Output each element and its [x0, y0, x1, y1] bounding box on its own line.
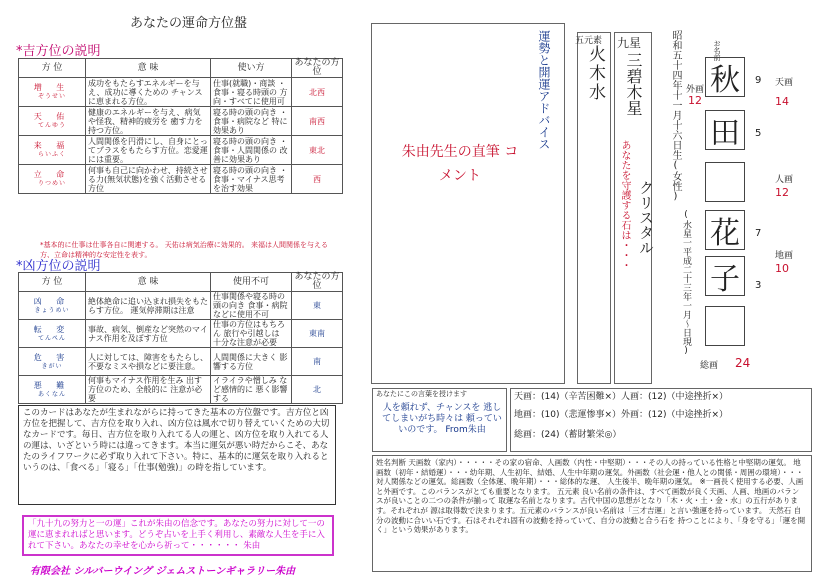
chikaku-label: 地画	[775, 251, 794, 261]
kichi-table	[18, 58, 343, 194]
name-char	[705, 162, 745, 202]
kichi-row	[19, 165, 343, 194]
kyo-name: 転 変 てんぺん	[19, 320, 86, 348]
result-line: 地画：(10)（悲運惨事×）外画：(12)（中途挫折×）	[514, 410, 729, 420]
tenkaku-label: 天画	[775, 78, 794, 88]
kyo-direction: 東	[292, 292, 343, 320]
kyo-meaning: 事故、病気、倒産など突然のマイナス作用を及ぼす方位	[86, 320, 211, 348]
explain-box: このカードはあなたが生まれながらに持ってきた基本の方位盤です。吉方位と凶方位を把握して、吉方位を取り入れ、凶方位は風水で切り替えていくための大切なカードです。毎日、吉方位を取り入れてる人の運と、凶方位を取り入れてる人の運は、いざという時には違ってきます。本当に運気が悪い時だからこそ、あなたのライフワークに必ず取り入れて下さい。特に、基本的に運気を取り入れるというのは、「食べる」「寝る」「仕事(勉強)」の時を指しています。	[18, 405, 336, 505]
kyusei-label: 九星	[617, 36, 642, 50]
kyo-row	[19, 376, 343, 404]
jinkaku-label: 人画	[775, 175, 794, 185]
gogyo-label: 五元素	[575, 36, 603, 46]
kichi-direction: 北西	[292, 78, 343, 107]
kyo-header-dir: 方 位	[19, 273, 86, 292]
stroke-count: 5	[755, 128, 762, 139]
kichi-usage: 寝る時の頭の向き ・食事・マイナス思考 を治す効果	[211, 165, 292, 194]
kyo-header-meaning: 意 味	[86, 273, 211, 292]
kyo-name: 危 害 きがい	[19, 348, 86, 376]
kichi-header-meaning: 意 味	[86, 59, 211, 78]
name-label: お名前	[713, 40, 721, 61]
kyo-meaning: 人に対しては、障害をもたらし、不要なミスや損などに要注意。	[86, 348, 211, 376]
stone-value: クリスタル	[637, 180, 655, 255]
kichi-row	[19, 136, 343, 165]
kichi-usage: 寝る時の頭の向き ・食事・人間関係の 改善に効果あり	[211, 136, 292, 165]
kichi-direction: 東北	[292, 136, 343, 165]
kichi-name: 増 生 ぞうせい	[19, 78, 86, 107]
kichi-direction: 西	[292, 165, 343, 194]
kyo-meaning: 何事もマイナス作用を生み 出す方位のため、全般的に 注意が必要	[86, 376, 211, 404]
explanation-text: 姓名判断 天画数（家内）・・・・・その家の宿命、人画数（内性・中堅期）・・・その人の持っている性格と中堅期の運気。 地画数（初年・結婚運）・・・幼年期、人生初年、結婚、人生中年期の運気。外画数（社会運・他人との関係・周囲の環境）・・・対人関係などの運気。総画数（全体運、晩年期）・・・総体的な運、 人生後半、晩年期の運気。 ※一画長く使用する必要、人画と外画です。このバランスがとても重要となります。 五元素 良い名前の条件は、すべて画数が良く天画、人画、地画のバランスが良いことの二つの条件が揃って 取運な名前となります。古代中国の思想がとなり「木・火・土・金・水」の五行があります。それぞれが 源は取得数で決まります。五元素のバランスが良い名前は「三才吉運」と言い強運を持っています。 天然石 自分の波動に合いい石です。石はそれぞれ固有の波動を持っていて、自分の波動と合う石を 持つことにより、「身を守る」「運を開く」という効果があります。	[376, 458, 806, 535]
kyo-header-yours: あなたの方位	[292, 273, 343, 292]
company-name: 有限会社 シルバーウイング ジェムストーンギャラリー朱由	[30, 566, 296, 577]
kichi-direction: 南西	[292, 107, 343, 136]
kyo-direction: 東南	[292, 320, 343, 348]
kyo-usage: 仕事関係や寝る時の頭の向き 食事・病院などに使用不可	[211, 292, 292, 320]
gogyo-wood: 木	[585, 64, 605, 83]
kichi-section-title: *吉方位の説明	[16, 44, 101, 59]
birth-note: (水星一平成二十三年一月～日現)	[681, 210, 691, 356]
kichi-usage: 寝る時の頭の向き ・食事・病院など 特に効果あり	[211, 107, 292, 136]
kyo-usage: 人間関係に大きく 影響する方位	[211, 348, 292, 376]
gaikaku-label: 外画	[686, 85, 705, 95]
message-label: あなたにこの言葉を授けます	[376, 390, 467, 398]
advice-title: 運勢と開運アドバイス	[537, 30, 551, 150]
name-char: 秋	[705, 57, 745, 97]
stroke-count: 9	[755, 75, 762, 86]
kichi-header-dir: 方 位	[19, 59, 86, 78]
soukaku-label: 総画	[700, 361, 719, 371]
kyo-section-title: *凶方位の説明	[16, 259, 101, 274]
stroke-count: 3	[755, 280, 762, 291]
kichi-meaning: 健康のエネルギーを与え、病気や怪我、精神的疲労を 癒す力を持つ方位。	[86, 107, 211, 136]
kichi-meaning: 人間関係を円滑にし、自身にとってプラスをもたらす方位。恋愛運には重要。	[86, 136, 211, 165]
soukaku-value: 24	[735, 356, 751, 370]
kichi-name: 来 福 らいふく	[19, 136, 86, 165]
name-char	[705, 306, 745, 346]
kichi-note: *基本的に仕事は仕事各自に関連する。 天佑は病気治療に効果的。 来福は人間関係を与える方、立命は精神的な安定性を表す。	[40, 241, 328, 259]
kyo-row	[19, 292, 343, 320]
kichi-name: 立 命 りつめい	[19, 165, 86, 194]
kyo-header-usage: 使用不可	[211, 273, 292, 292]
gogyo-elements	[583, 45, 608, 102]
gaikaku-value: 12	[688, 94, 702, 107]
message-box: 「九十九の努力と一の運」これが朱由の信念です。あなたの努力に対して一の運に恵まれればと思います。どうぞ占いを上手く利用し、素敵な人生を手に入れて下さい。あなたの幸せを心から祈って・・・・・・ 朱由	[22, 515, 334, 556]
kichi-meaning: 何事も自己に向かわせ、持続させる力(無気状態)を強く活動させる方位	[86, 165, 211, 194]
kyo-row	[19, 320, 343, 348]
message-text: 人を頼れず、チャンスを 逃してしまいがち時々は 頼っていいのです。 From朱由	[382, 403, 502, 435]
kyo-table	[18, 272, 343, 404]
kyo-direction: 北	[292, 376, 343, 404]
stone-label: あなたを守護する石は・・・	[619, 140, 630, 270]
chikaku-value: 10	[775, 262, 789, 275]
name-char: 花	[705, 210, 745, 250]
kichi-row	[19, 78, 343, 107]
name-char: 田	[705, 110, 745, 150]
kyo-row	[19, 348, 343, 376]
kichi-row	[19, 107, 343, 136]
result-line: 天画：(14)（辛苦困難×）人画：(12)（中途挫折×）	[514, 392, 729, 402]
kichi-usage: 仕事(就職)・商談 ・食事・寝る時頭の 方向・すべてに使用可	[211, 78, 292, 107]
kichi-header-yours: あなたの方位	[292, 59, 343, 78]
teacher-comment: 朱由先生の直筆 コメント	[401, 144, 519, 184]
kyo-direction: 南	[292, 348, 343, 376]
kyo-usage: イライラや憎しみ など感情的に 悪く影響する	[211, 376, 292, 404]
birth-date: 昭和五十四年十一月十六日生(女性)	[670, 30, 681, 202]
gogyo-fire: 火	[585, 45, 605, 64]
name-char: 子	[705, 256, 745, 296]
jinkaku-value: 12	[775, 186, 789, 199]
card-title: あなたの運命方位盤	[130, 16, 248, 31]
kichi-name: 天 佑 てんゆう	[19, 107, 86, 136]
kichi-meaning: 成功をもたらすエネルギーを与え、成功に導くための チャンスに恵まれる方位。	[86, 78, 211, 107]
kyo-name: 凶 命 きょうめい	[19, 292, 86, 320]
kyo-usage: 仕事の方位はもちろん 旅行や引越しは 十分な注意が必要	[211, 320, 292, 348]
stroke-count: 7	[755, 228, 762, 239]
gogyo-water: 水	[585, 83, 605, 102]
result-line: 総画：(24)（蓄財繁栄◎）	[514, 430, 622, 440]
kyusei-value: 三碧木星	[624, 52, 643, 116]
kyo-name: 悪 難 あくなん	[19, 376, 86, 404]
kyo-meaning: 絶体絶命に追い込まれ損失をもたらす方位。 運気停滞期は注意	[86, 292, 211, 320]
tenkaku-value: 14	[775, 95, 789, 108]
kichi-header-usage: 使い方	[211, 59, 292, 78]
